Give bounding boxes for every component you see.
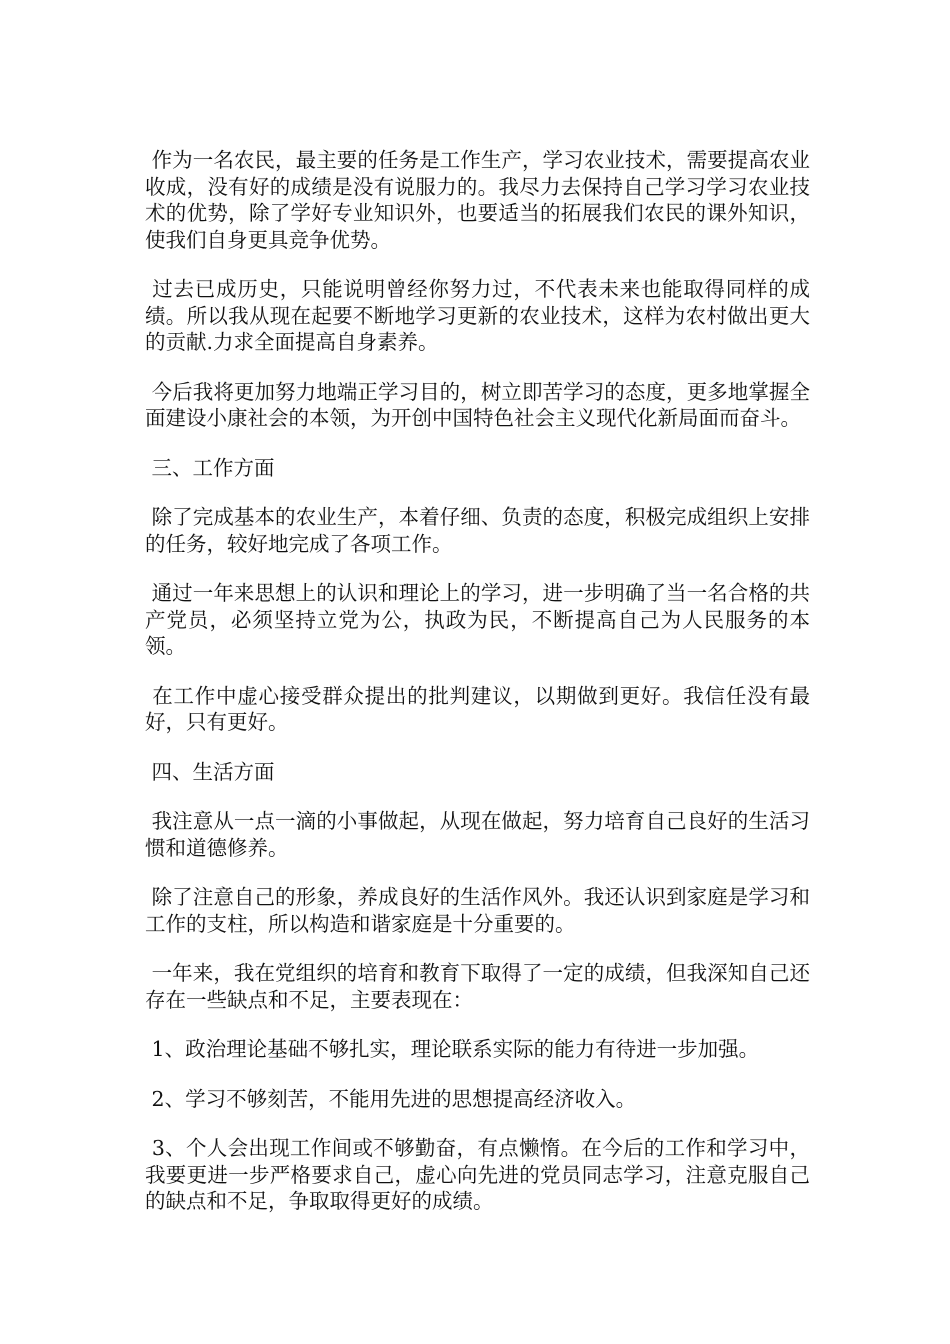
paragraph-1: 作为一名农民，最主要的任务是工作生产，学习农业技术，需要提高农业收成，没有好的成绩是没有说服力的。我尽力去保持自己学习学习农业技术的优势，除了学好专业知识外，也要适当的拓展我们农民的课外知识，使我们自身更具竞争优势。: [145, 148, 810, 252]
paragraph-2: 过去已成历史，只能说明曾经你努力过，不代表未来也能取得同样的成绩。所以我从现在起要不断地学习更新的农业技术，这样为农村做出更大的贡献.力求全面提高自身素养。: [145, 277, 810, 354]
section-heading-work: 三、工作方面: [145, 455, 275, 480]
paragraph-9: 一年来，我在党组织的培育和教育下取得了一定的成绩，但我深知自己还存在一些缺点和不足，主要表现在：: [145, 961, 810, 1012]
paragraph-5: 通过一年来思想上的认识和理论上的学习，进一步明确了当一名合格的共产党员，必须坚持立党为公，执政为民，不断提高自己为人民服务的本领。: [145, 581, 810, 658]
list-item-2: 2、学习不够刻苦，不能用先进的思想提高经济收入。: [145, 1086, 637, 1111]
paragraph-4: 除了完成基本的农业生产，本着仔细、负责的态度，积极完成组织上安排的任务，较好地完成了各项工作。: [145, 505, 810, 556]
document-body: [145, 147, 810, 1215]
paragraph-7: 我注意从一点一滴的小事做起，从现在做起，努力培育自己良好的生活习惯和道德修养。: [145, 809, 810, 860]
paragraph-8: 除了注意自己的形象，养成良好的生活作风外。我还认识到家庭是学习和工作的支柱，所以构造和谐家庭是十分重要的。: [145, 885, 810, 936]
paragraph-3: 今后我将更加努力地端正学习目的，树立即苦学习的态度，更多地掌握全面建设小康社会的本领，为开创中国特色社会主义现代化新局面而奋斗。: [145, 379, 810, 430]
list-item-1: 1、政治理论基础不够扎实，理论联系实际的能力有待进一步加强。: [145, 1037, 760, 1061]
paragraph-6: 在工作中虚心接受群众提出的批判建议，以期做到更好。我信任没有最好，只有更好。: [145, 683, 810, 734]
list-item-3: 3、个人会出现工作间或不够勤奋，有点懒惰。在今后的工作和学习中，我要更进一步严格要求自己，虚心向先进的党员同志学习，注意克服自己的缺点和不足，争取取得更好的成绩。: [145, 1136, 810, 1213]
section-heading-life: 四、生活方面: [145, 759, 275, 784]
